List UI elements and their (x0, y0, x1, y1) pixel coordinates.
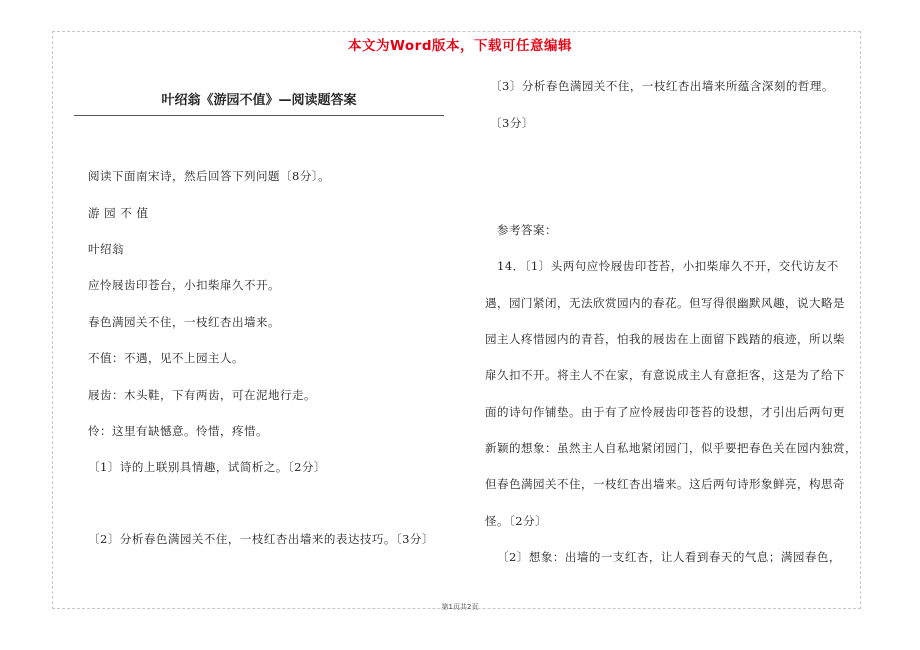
question-3: 〔3〕分析春色满园关不住，一枝红杏出墙来所蕴含深刻的哲理。 (490, 79, 834, 93)
annotation-3: 怜：这里有缺憾意。怜惜，疼惜。 (88, 424, 268, 438)
title-divider (74, 115, 444, 116)
download-banner[interactable]: 本文为Word版本，下载可任意编辑 (347, 38, 572, 54)
answer-line: 怪。〔2分〕 (485, 514, 548, 528)
answer-heading: 参考答案： (497, 223, 557, 237)
answer-line: 遇，园门紧闭，无法欣赏园内的春花。但写得很幽默风趣，说大略是 (485, 296, 845, 310)
annotation-2: 屐齿：木头鞋，下有两齿，可在泥地行走。 (88, 388, 316, 402)
question-1: 〔1〕诗的上联别具情趣，试简析之。〔2分〕 (88, 460, 326, 474)
question-3-score: 〔3分〕 (490, 116, 534, 130)
poem-line-2: 春色满园关不住，一枝红杏出墙来。 (88, 315, 280, 329)
answer-line: 园主人疼惜园内的青苔，怕我的屐齿在上面留下践踏的痕迹，所以柴 (485, 332, 845, 346)
question-2: 〔2〕分析春色满园关不住，一枝红杏出墙来的表达技巧。〔3分〕 (88, 532, 434, 546)
page-footer: 第1页共2页 (441, 603, 479, 611)
annotation-1: 不值：不遇，见不上园主人。 (88, 351, 244, 365)
poem-line-1: 应怜屐齿印苍台，小扣柴扉久不开。 (88, 278, 280, 292)
answer-line: 14．〔1〕头两句应怜屐齿印苍苔，小扣柴扉久不开，交代访友不 (497, 259, 839, 273)
article-title: 叶绍翁《游园不值》—阅读题答案 (161, 93, 357, 108)
answer-line: 新颖的想象：虽然主人自私地紧闭园门，似乎要把春色关在园内独赏， (485, 441, 857, 455)
answer-line: 〔2〕想象：出墙的一支红杏，让人看到春天的气息；满园春色， (497, 550, 841, 564)
poem-author: 叶绍翁 (88, 242, 124, 256)
answer-line: 面的诗句作铺垫。由于有了应怜屐齿印苍苔的设想，才引出后两句更 (485, 405, 845, 419)
intro-text: 阅读下面南宋诗，然后回答下列问题〔8分〕。 (88, 169, 331, 183)
poem-title: 游 园 不 值 (88, 206, 149, 220)
answer-line: 扉久扣不开。将主人不在家，有意说成主人有意拒客，这是为了给下 (485, 368, 845, 382)
answer-line: 但春色满园关不住，一枝红杏出墙来。这后两句诗形象鲜亮，构思奇 (485, 477, 845, 491)
